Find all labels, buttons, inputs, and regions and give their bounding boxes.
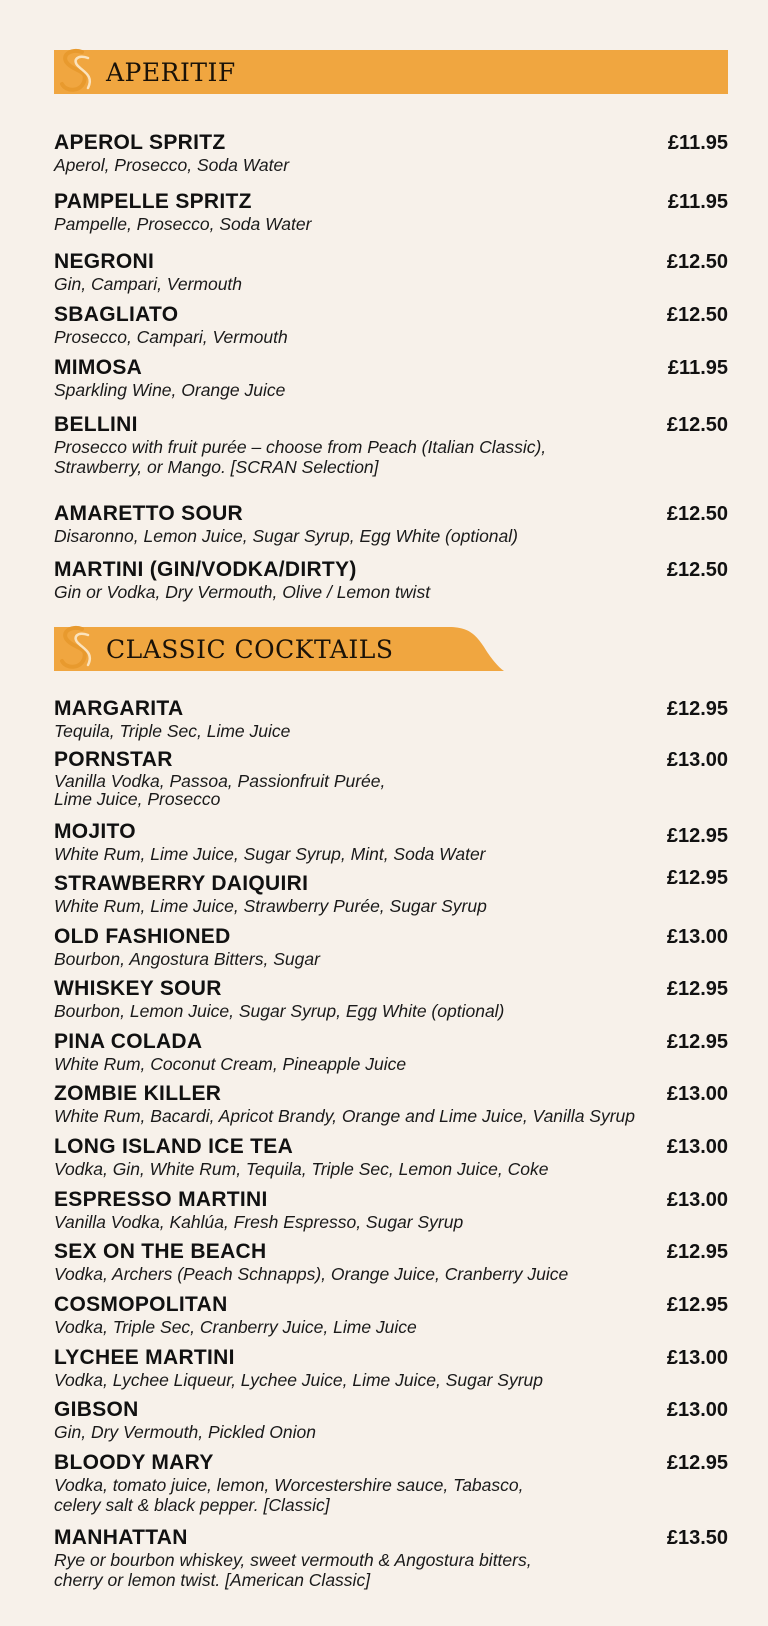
item-name: MIMOSA — [54, 356, 143, 379]
item-name: PINA COLADA — [54, 1030, 203, 1053]
item-price: £12.95 — [666, 1452, 728, 1474]
section-banner-classic-cocktails — [54, 627, 504, 673]
item-name: MANHATTAN — [54, 1526, 188, 1549]
item-price: £12.50 — [666, 503, 728, 525]
item-description: Rye or bourbon whiskey, sweet vermouth & Angostura bitters, — [54, 1550, 532, 1570]
menu-item — [54, 697, 728, 741]
item-name: PAMPELLE SPRITZ — [54, 190, 252, 213]
menu-item — [54, 558, 728, 602]
item-price: £12.95 — [666, 867, 728, 889]
menu-item — [54, 356, 728, 400]
menu-item — [54, 1398, 728, 1442]
item-description-line2: Lime Juice, Prosecco — [54, 789, 221, 809]
menu-item — [54, 925, 728, 969]
item-price: £13.00 — [666, 749, 728, 771]
item-name: COSMOPOLITAN — [54, 1293, 228, 1316]
menu-item — [54, 1346, 728, 1390]
item-price: £12.50 — [666, 559, 728, 581]
item-name: SBAGLIATO — [54, 303, 179, 326]
item-price: £13.00 — [666, 926, 728, 948]
item-name: NEGRONI — [54, 250, 155, 273]
item-name: APEROL SPRITZ — [54, 131, 226, 154]
menu-item — [54, 1293, 728, 1337]
menu-item — [54, 1526, 728, 1590]
item-description: Vodka, Archers (Peach Schnapps), Orange Juice, Cranberry Juice — [54, 1264, 569, 1284]
item-description: Prosecco, Campari, Vermouth — [54, 327, 288, 347]
item-price: £13.00 — [666, 1189, 728, 1211]
item-description: Aperol, Prosecco, Soda Water — [54, 155, 290, 175]
item-price: £12.95 — [666, 698, 728, 720]
section-title: CLASSIC COCKTAILS — [106, 635, 394, 664]
menu-item — [54, 867, 728, 916]
menu-item — [54, 190, 728, 234]
item-description: Gin or Vodka, Dry Vermouth, Olive / Lemon twist — [54, 582, 431, 602]
item-name: STRAWBERRY DAIQUIRI — [54, 872, 309, 895]
item-price: £12.95 — [666, 825, 728, 847]
item-price: £13.00 — [666, 1399, 728, 1421]
item-description: Vodka, tomato juice, lemon, Worcestershire sauce, Tabasco, — [54, 1475, 524, 1495]
item-price: £12.95 — [666, 1241, 728, 1263]
item-description: Gin, Dry Vermouth, Pickled Onion — [54, 1422, 316, 1442]
item-description: White Rum, Coconut Cream, Pineapple Juice — [54, 1054, 407, 1074]
item-description: Vodka, Lychee Liqueur, Lychee Juice, Lime Juice, Sugar Syrup — [54, 1370, 544, 1390]
item-description: Gin, Campari, Vermouth — [54, 274, 243, 294]
menu-item — [54, 820, 728, 864]
swirl-monogram-icon — [52, 46, 98, 98]
item-price: £13.00 — [666, 1136, 728, 1158]
item-description: Pampelle, Prosecco, Soda Water — [54, 214, 312, 234]
item-name: MARGARITA — [54, 697, 184, 720]
menu-item — [54, 413, 728, 477]
menu-item — [54, 1135, 728, 1179]
menu-item — [54, 250, 728, 294]
menu-item — [54, 1188, 728, 1232]
menu-item — [54, 1451, 728, 1515]
menu-item — [54, 1030, 728, 1074]
menu-item — [54, 748, 728, 808]
item-price: £13.50 — [666, 1527, 728, 1549]
menu-item — [54, 502, 728, 546]
item-name: BELLINI — [54, 413, 138, 436]
item-description-line2: cherry or lemon twist. [American Classic] — [54, 1570, 371, 1590]
section-title: APERITIF — [106, 58, 236, 87]
item-description: Sparkling Wine, Orange Juice — [54, 380, 286, 400]
item-description: Vodka, Triple Sec, Cranberry Juice, Lime Juice — [54, 1317, 417, 1337]
item-name: AMARETTO SOUR — [54, 502, 244, 525]
item-price: £12.95 — [666, 1294, 728, 1316]
item-name: MARTINI (GIN/VODKA/DIRTY) — [54, 558, 357, 581]
item-description: Bourbon, Angostura Bitters, Sugar — [54, 949, 320, 969]
menu-item — [54, 1082, 728, 1126]
item-name: LONG ISLAND ICE TEA — [54, 1135, 294, 1158]
item-description: Vodka, Gin, White Rum, Tequila, Triple Sec, Lemon Juice, Coke — [54, 1159, 549, 1179]
item-description: White Rum, Bacardi, Apricot Brandy, Orange and Lime Juice, Vanilla Syrup — [54, 1106, 636, 1126]
item-description: White Rum, Lime Juice, Strawberry Purée, Sugar Syrup — [54, 896, 487, 916]
item-price: £11.95 — [667, 191, 728, 213]
item-name: MOJITO — [54, 820, 136, 843]
item-name: PORNSTAR — [54, 748, 173, 771]
item-price: £13.00 — [666, 1083, 728, 1105]
item-name: OLD FASHIONED — [54, 925, 231, 948]
item-price: £12.50 — [666, 414, 728, 436]
menu-item — [54, 303, 728, 347]
item-price: £12.50 — [666, 251, 728, 273]
section-banner-aperitif — [54, 50, 728, 96]
item-price: £12.95 — [666, 1031, 728, 1053]
menu-item — [54, 977, 728, 1021]
item-price: £12.95 — [666, 978, 728, 1000]
item-description: Prosecco with fruit purée – choose from Peach (Italian Classic), — [54, 437, 547, 457]
item-name: WHISKEY SOUR — [54, 977, 222, 1000]
item-price: £11.95 — [667, 357, 728, 379]
item-name: BLOODY MARY — [54, 1451, 214, 1474]
item-price: £13.00 — [666, 1347, 728, 1369]
item-name: SEX ON THE BEACH — [54, 1240, 267, 1263]
item-description: Disaronno, Lemon Juice, Sugar Syrup, Egg White (optional) — [54, 526, 518, 546]
swirl-monogram-icon — [52, 623, 98, 675]
item-description: Vanilla Vodka, Passoa, Passionfruit Purée, — [54, 771, 386, 791]
item-name: ESPRESSO MARTINI — [54, 1188, 268, 1211]
item-description: Vanilla Vodka, Kahlúa, Fresh Espresso, Sugar Syrup — [54, 1212, 464, 1232]
item-name: GIBSON — [54, 1398, 139, 1421]
item-description-line2: celery salt & black pepper. [Classic] — [54, 1495, 330, 1515]
item-name: LYCHEE MARTINI — [54, 1346, 235, 1369]
item-name: ZOMBIE KILLER — [54, 1082, 222, 1105]
menu-item — [54, 131, 728, 175]
item-description: Tequila, Triple Sec, Lime Juice — [54, 721, 291, 741]
item-description: White Rum, Lime Juice, Sugar Syrup, Mint, Soda Water — [54, 844, 486, 864]
item-price: £12.50 — [666, 304, 728, 326]
item-description: Bourbon, Lemon Juice, Sugar Syrup, Egg White (optional) — [54, 1001, 505, 1021]
item-description-line2: Strawberry, or Mango. [SCRAN Selection] — [54, 457, 379, 477]
menu-item — [54, 1240, 728, 1284]
item-price: £11.95 — [667, 132, 728, 154]
